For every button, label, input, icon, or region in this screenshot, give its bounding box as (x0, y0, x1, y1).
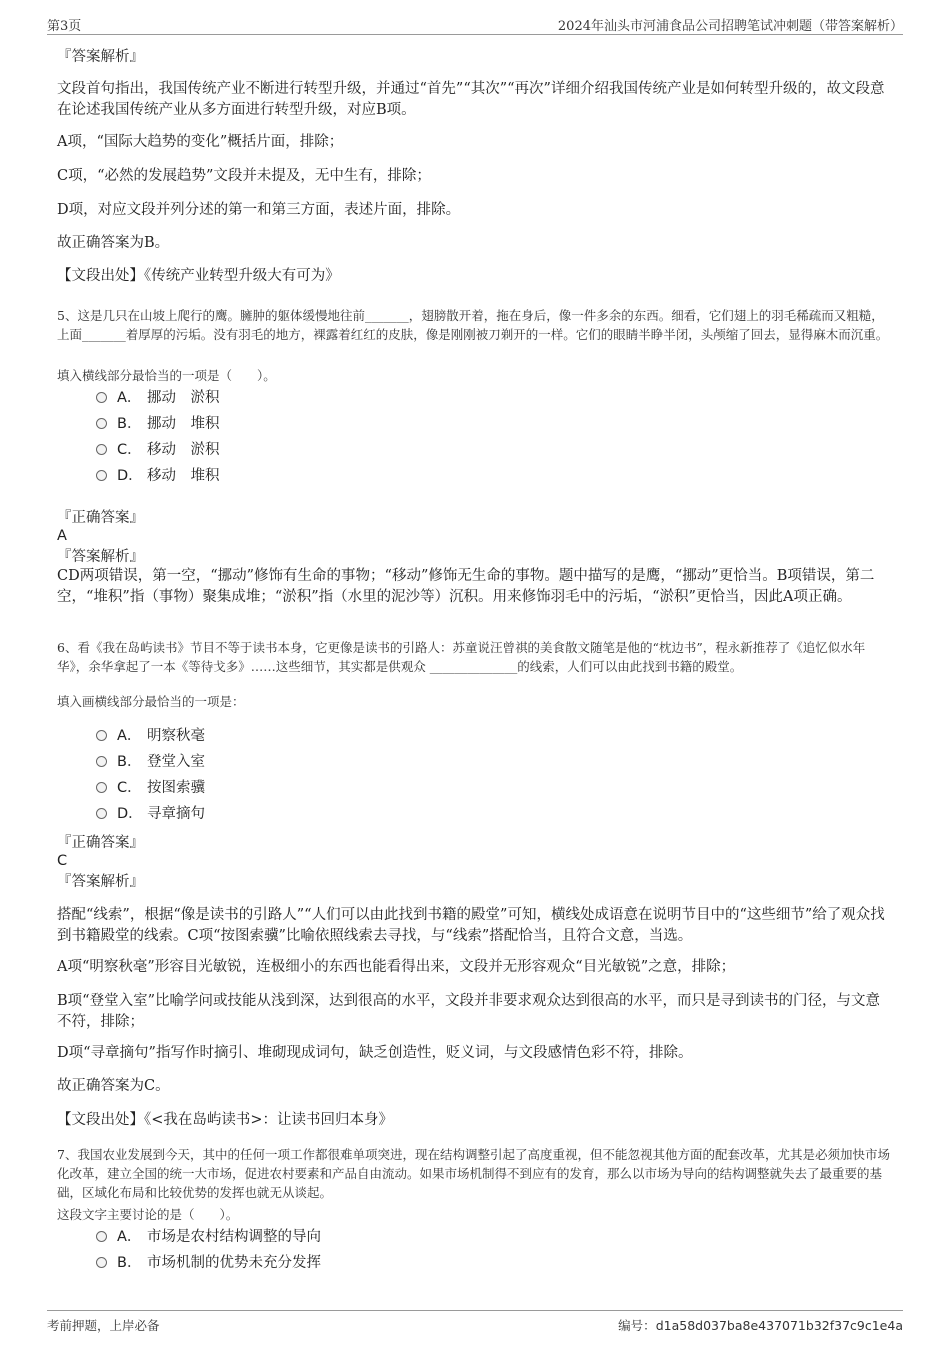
radio-button-icon[interactable] (96, 1257, 107, 1268)
q5-answer: A (57, 528, 67, 544)
q5-prompt: 填入横线部分最恰当的一项是（ ）。 (57, 368, 276, 383)
radio-button-icon[interactable] (96, 1231, 107, 1242)
q4-analysis-label: 『答案解析』 (57, 49, 144, 65)
code-value: d1a58d037ba8e437071b32f37c9c1e4a (655, 1318, 903, 1333)
q7-prompt: 这段文字主要讨论的是（ ）。 (57, 1207, 239, 1222)
q4-analysis-p4: D项，对应文段并列分述的第一和第三方面，表述片面，排除。 (57, 202, 461, 218)
q6-analysis-p2: A项“明察秋毫”形容目光敏锐，连极细小的东西也能看得出来，文段并无形容观众“目光敏锐”之意，排除； (57, 959, 736, 975)
q6-option-a[interactable]: A． 明察秋毫 (96, 726, 205, 746)
page-number: 第3页 (47, 19, 82, 34)
q6-analysis-p5: 故正确答案为C。 (57, 1078, 170, 1094)
page-footer (47, 1310, 903, 1335)
page-header (47, 12, 903, 35)
radio-button-icon[interactable] (96, 730, 107, 741)
radio-button-icon[interactable] (96, 808, 107, 819)
q5-option-b[interactable]: B． 挪动 堆积 (96, 414, 220, 434)
q4-analysis-p3: C项，“必然的发展趋势”文段并未提及，无中生有，排除； (57, 168, 431, 184)
q6-stem: 6、看《我在岛屿读书》节目不等于读书本身，它更像是读书的引路人：苏童说汪曾祺的美食散文随笔是他的“枕边书”，程永新推荐了《追忆似水年华》，余华拿起了一本《等待戈多》……这些细节，其实都是供观众 ______________的线索，人们可以由此找到书籍的殿堂。 (57, 640, 866, 674)
radio-button-icon[interactable] (96, 470, 107, 481)
q5-stem: 5、这是几只在山坡上爬行的鹰。臃肿的躯体缓慢地往前_______，翅膀散开着，拖在身后，像一件多余的东西。细看，它们翅上的羽毛稀疏而又粗糙，上面_______着厚厚的污垢。没有羽毛的地方，裸露着红红的皮肤，像是刚刚被刀剃开的一样。它们的眼睛半睁半闭，头颅缩了回去，显得麻木而沉重。 (57, 308, 889, 342)
q5-option-c[interactable]: C． 移动 淤积 (96, 440, 220, 460)
q4-analysis-p2: A项，“国际大趋势的变化”概括片面，排除； (57, 134, 344, 150)
q6-prompt: 填入画横线部分最恰当的一项是： (57, 694, 245, 709)
q7-option-b[interactable]: B． 市场机制的优势未充分发挥 (96, 1253, 321, 1273)
q7-stem: 7、我国农业发展到今天，其中的任何一项工作都很难单项突进，现在结构调整引起了高度重视，但不能忽视其他方面的配套改革，尤其是必须加快市场化改革，建立全国的统一大市场，促进农村要素和产品自由流动。如果市场机制得不到应有的发育，那么以市场为导向的结构调整就失去了最重要的基础，区域化布局和比较优势的发挥也就无从谈起。 (57, 1147, 890, 1200)
q4-analysis-p1: 文段首句指出，我国传统产业不断进行转型升级，并通过“首先”“其次”“再次”详细介绍我国传统产业是如何转型升级的，故文段意在论述我国传统产业从多方面进行转型升级，对应B项。 (57, 81, 885, 118)
footer-slogan: 考前押题，上岸必备 (47, 1318, 160, 1333)
q5-analysis: CD两项错误，第一空，“挪动”修饰有生命的事物；“移动”修饰无生命的事物。题中描写的是鹰，“挪动”更恰当。B项错误，第二空，“堆积”指（事物）聚集成堆；“淤积”指（水里的泥沙等）沉积。用来修饰羽毛中的污垢，“淤积”更恰当，因此A项正确。 (57, 568, 875, 605)
code-label: 编号： (618, 1318, 656, 1333)
radio-button-icon[interactable] (96, 392, 107, 403)
q6-analysis-p1: 搭配“线索”，根据“像是读书的引路人”“人们可以由此找到书籍的殿堂”可知，横线处成语意在说明节目中的“这些细节”给了观众找到书籍殿堂的线索。C项“按图索骥”比喻依照线索去寻找，与“线索”搭配恰当，且符合文意，当选。 (57, 907, 885, 944)
radio-button-icon[interactable] (96, 418, 107, 429)
q6-analysis-p4: D项“寻章摘句”指写作时摘引、堆砌现成词句，缺乏创造性，贬义词，与文段感情色彩不符，排除。 (57, 1045, 693, 1061)
q5-option-d[interactable]: D． 移动 堆积 (96, 466, 220, 486)
q5-answer-label: 『正确答案』 (57, 510, 144, 526)
radio-button-icon[interactable] (96, 782, 107, 793)
q6-option-b[interactable]: B． 登堂入室 (96, 752, 205, 772)
q6-analysis-p3: B项“登堂入室”比喻学问或技能从浅到深，达到很高的水平，文段并非要求观众达到很高的水平，而只是寻到读书的门径，与文意不符，排除； (57, 993, 880, 1030)
q6-option-d[interactable]: D． 寻章摘句 (96, 804, 205, 824)
q6-answer-label: 『正确答案』 (57, 835, 144, 851)
q4-source: 【文段出处】《传统产业转型升级大有可为》 (57, 268, 340, 284)
document-title: 2024年汕头市河浦食品公司招聘笔试冲刺题（带答案解析） (557, 19, 903, 34)
radio-button-icon[interactable] (96, 444, 107, 455)
document-code (618, 1316, 903, 1334)
q5-analysis-label: 『答案解析』 (57, 549, 144, 565)
q6-source: 【文段出处】《<我在岛屿读书>：让读书回归本身》 (57, 1112, 394, 1128)
q4-analysis-p5: 故正确答案为B。 (57, 235, 170, 251)
q7-option-a[interactable]: A． 市场是农村结构调整的导向 (96, 1227, 321, 1247)
q6-analysis-label: 『答案解析』 (57, 874, 144, 890)
radio-button-icon[interactable] (96, 756, 107, 767)
q6-option-c[interactable]: C． 按图索骥 (96, 778, 205, 798)
q6-answer: C (57, 853, 68, 869)
q5-option-a[interactable]: A． 挪动 淤积 (96, 388, 220, 408)
